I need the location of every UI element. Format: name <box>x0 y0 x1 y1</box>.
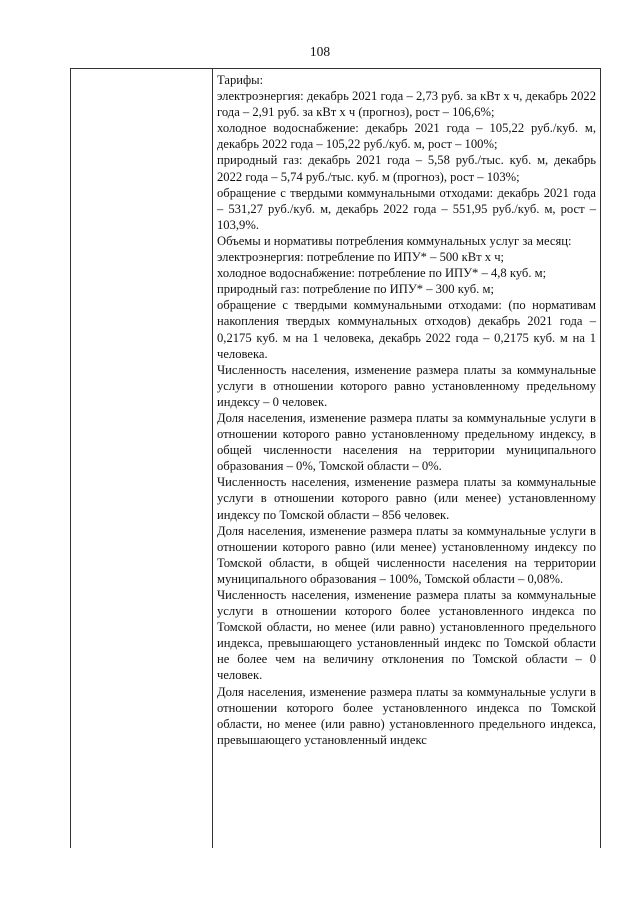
table-left-cell <box>71 69 213 848</box>
share-equal-max-index: Доля населения, изменение размера платы за коммунальные услуги в отношении которого равно установленному предельному индексу, в общей численности населения на территории муниципального образования – 0%, Томской области – 0%. <box>217 410 596 474</box>
population-equal-max-index: Численность населения, изменение размера платы за коммунальные услуги в отношении которого равно установленному предельному индексу – 0 человек. <box>217 362 596 409</box>
volume-solid-waste: обращение с твердыми коммунальными отходами: (по нормативам накопления твердых коммунальных отходов) декабрь 2021 года – 0,2175 куб. м на 1 человека, декабрь 2022 года – 0,2175 куб. м на 1 человека. <box>217 298 596 361</box>
population-within-region-index: Численность населения, изменение размера платы за коммунальные услуги в отношении которого равно (или менее) установленному индексу по Томской области – 856 человек. <box>217 475 596 522</box>
tariffs-heading: Тарифы: <box>217 73 264 87</box>
share-above-region-index: Доля населения, изменение размера платы за коммунальные услуги в отношении которого более установленного индекса по Томской области, но менее (или равно) установленного предельного индекса, превышающего установленный индекс <box>217 684 596 747</box>
volume-electricity: электроэнергия: потребление по ИПУ* – 500 кВт x ч; <box>217 250 505 265</box>
share-within-region-index: Доля населения, изменение размера платы за коммунальные услуги в отношении которого равно (или менее) установленному индексу по Томской области, в общей численности населения на территории муниципального образования – 100%, Томской области – 0,08%. <box>217 523 596 586</box>
page-number: 108 <box>309 44 331 59</box>
tariff-solid-waste: обращение с твердыми коммунальными отходами: декабрь 2021 года – 531,27 руб./куб. м, декабрь 2022 года – 551,95 руб./куб. м, рост – 103,9%. <box>217 185 596 232</box>
volume-natural-gas: природный газ: потребление по ИПУ* – 300 куб. м; <box>217 282 494 297</box>
tariff-electricity: электроэнергия: декабрь 2021 года – 2,73 руб. за кВт x ч, декабрь 2022 года – 2,91 руб. за кВт x ч (прогноз), рост – 106,6%; <box>217 89 596 120</box>
tariff-natural-gas: природный газ: декабрь 2021 года – 5,58 руб./тыс. куб. м, декабрь 2022 года – 5,74 руб./тыс. куб. м (прогноз), рост – 103%; <box>217 153 596 184</box>
tariff-cold-water: холодное водоснабжение: декабрь 2021 года – 105,22 руб./куб. м, декабрь 2022 года – 105,22 руб./куб. м, рост – 100%; <box>217 121 596 152</box>
volume-cold-water: холодное водоснабжение: потребление по ИПУ* – 4,8 куб. м; <box>217 266 547 281</box>
document-table <box>70 68 601 848</box>
population-above-region-index: Численность населения, изменение размера платы за коммунальные услуги в отношении которого более установленного индекса по Томской области, но менее (или равно) установленного предельного индекса, превышающего установленный индекс по Томской области не более чем на величину отклонения по Томской области – 0 человек. <box>217 588 596 683</box>
table-right-cell <box>213 69 600 848</box>
volumes-heading: Объемы и нормативы потребления коммунальных услуг за месяц: <box>217 233 572 248</box>
